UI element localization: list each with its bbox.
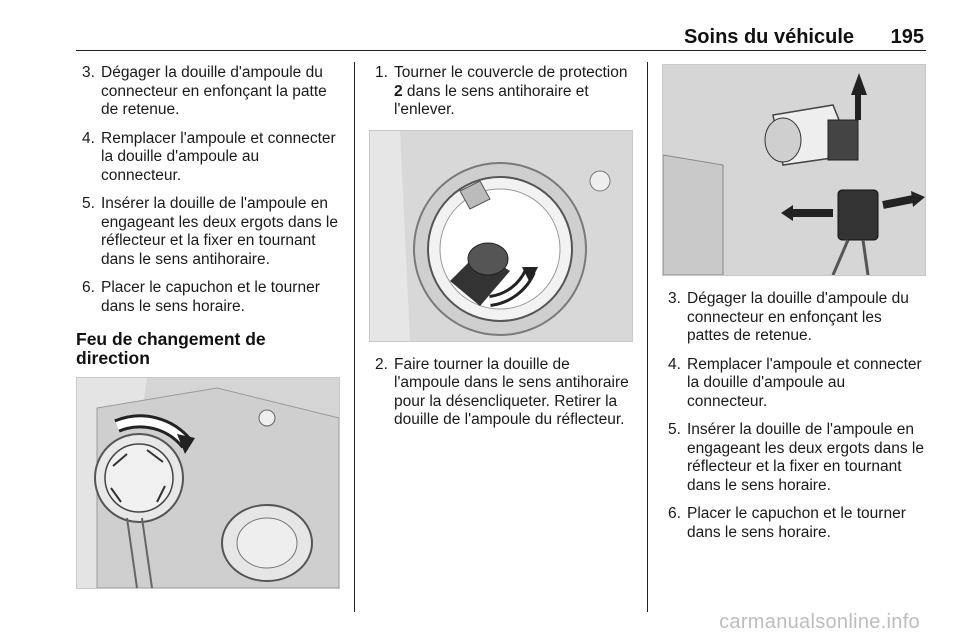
list-item: 3. Dégager la douille d'ampoule du connecteur en enfonçant la patte de retenue. — [82, 64, 327, 118]
step-list-middle-2 — [369, 356, 635, 430]
column-left — [76, 64, 342, 589]
headlamp-cover-illustration — [369, 130, 633, 342]
list-item: 4. Remplacer l'ampoule et connecter la douille d'ampoule au connecteur. — [668, 355, 922, 410]
list-item: 6. Placer le capuchon et le tourner dans le sens horaire. — [82, 279, 320, 315]
list-item: 5. Insérer la douille de l'ampoule en engageant les deux ergots dans le réflecteur et la fixer en tournant dans le sens horaire. — [668, 421, 924, 494]
page-header — [76, 24, 926, 51]
list-item: 1. Tourner le couvercle de protection 2 dans le sens antihoraire et l'enlever. — [375, 64, 628, 118]
page-title: Soins du véhicule — [683, 26, 854, 48]
list-item: 5. Insérer la douille de l'ampoule en engageant les deux ergots dans le réflecteur et la fixer en tournant dans le sens antihoraire. — [82, 195, 338, 268]
column-right — [662, 64, 928, 552]
section-heading: Feu de changement de direction — [76, 329, 266, 368]
page-number: 195 — [890, 26, 924, 48]
callout-number: 2 — [394, 82, 403, 100]
step-list-left — [76, 64, 342, 316]
column-divider-1 — [354, 62, 355, 612]
step-list-right — [662, 290, 928, 542]
column-divider-2 — [647, 62, 648, 612]
list-item: 4. Remplacer l'ampoule et connecter la douille d'ampoule au connecteur. — [82, 129, 336, 184]
watermark-link[interactable]: carmanualsonline.info — [719, 611, 920, 633]
step-list-middle — [369, 64, 635, 120]
list-item: 6. Placer le capuchon et le tourner dans le sens horaire. — [668, 505, 906, 541]
list-item: 3. Dégager la douille d'ampoule du connecteur en enfonçant les pattes de retenue. — [668, 290, 909, 344]
column-middle — [369, 64, 635, 440]
turn-signal-cap-illustration — [76, 377, 340, 589]
bulb-connector-illustration — [662, 64, 926, 276]
list-item: 2. Faire tourner la douille de l'ampoule dans le sens antihoraire pour la désencliqueter. Retirer la douille de l'ampoule du réflecteur. — [375, 355, 629, 428]
